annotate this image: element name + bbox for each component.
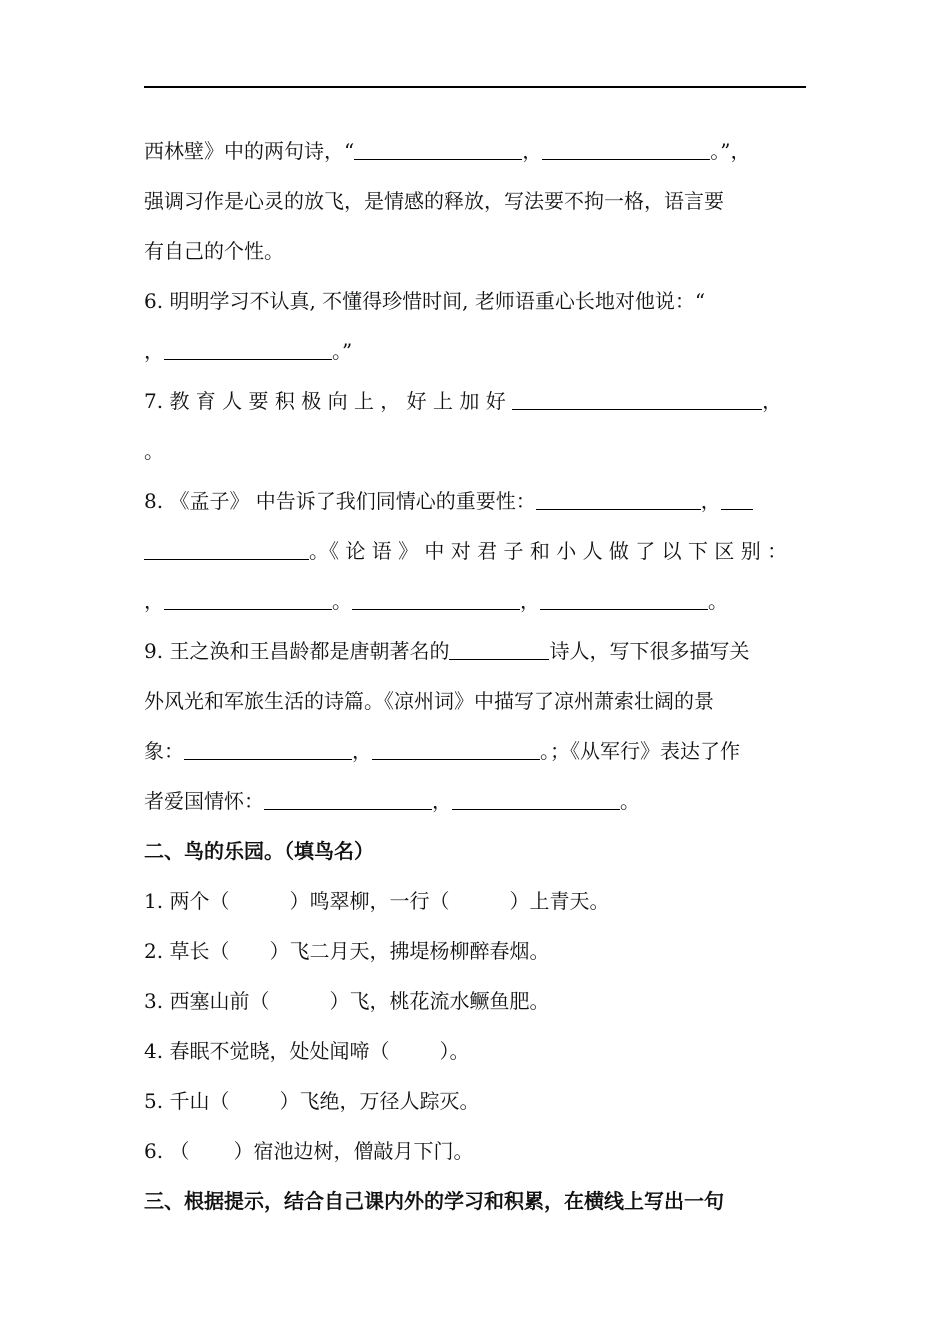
text-segment: ， [144,589,164,613]
text-segment: ， [520,589,540,613]
text-segment: ， [432,789,452,813]
text-segment: 。”， [710,139,751,163]
answer-blank[interactable] [540,589,708,610]
bird-question-4 [144,1026,806,1076]
answer-blank[interactable] [352,589,520,610]
question-7-line [144,376,806,426]
text-segment: ， [352,739,372,763]
question-8-line [144,476,806,526]
answer-blank[interactable] [542,139,710,160]
worksheet-page [144,126,806,1226]
text-segment: 2. 草长（ [144,939,230,963]
text-segment: 诗人，写下很多描写关 [549,639,750,663]
bird-question-5 [144,1076,806,1126]
text-segment: 3. 西塞山前（ [144,989,270,1013]
text-segment: 7. 教 育 人 要 积 极 向 上 ， 好 上 加 好 [144,389,506,413]
text-line-3: 有自己的个性。 [144,239,284,263]
text-segment: 9. 王之涣和王昌龄都是唐朝著名的 [144,639,450,663]
question-7-end-line: 。 [144,439,164,463]
text-segment: ）。 [439,1039,470,1063]
text-segment: 。” [332,339,353,363]
text-segment: 8. 《孟子》 中告诉了我们同情心的重要性： [144,489,536,513]
answer-blank[interactable] [536,489,701,510]
question-9-line-2: 外风光和军旅生活的诗篇。《凉州词》中描写了凉州萧索壮阔的景 [144,689,714,713]
question-6-answer-line [144,326,806,376]
answer-blank[interactable] [184,739,352,760]
text-segment: 6. （ [144,1139,190,1163]
question-8-line-3 [144,576,806,626]
text-segment: 1. 两个（ [144,889,230,913]
answer-blank[interactable] [144,539,309,560]
question-9-line [144,626,806,676]
answer-blank[interactable] [449,639,549,660]
question-9-line-3 [144,726,806,776]
section-2-heading: 二、鸟的乐园。（填鸟名） [144,839,374,863]
text-segment: ， [762,389,783,413]
answer-blank[interactable] [512,389,762,410]
text-line-1 [144,126,806,176]
header-rule [144,86,806,88]
bird-question-2 [144,926,806,976]
answer-blank[interactable] [721,489,753,510]
answer-blank[interactable] [354,139,522,160]
text-segment: ， [144,339,164,363]
section-3-heading: 三、根据提示，结合自己课内外的学习和积累，在横线上写出一句 [144,1189,724,1213]
text-segment: ， [700,489,721,513]
text-segment: 象： [144,739,184,763]
text-segment: ）鸣翠柳，一行（ [289,889,450,913]
text-segment: 。 [708,589,728,613]
bird-question-6 [144,1126,806,1176]
text-segment: 者爱国情怀： [144,789,264,813]
text-segment: 西林壁》中的两句诗，“ [144,139,355,163]
answer-blank[interactable] [164,589,332,610]
text-segment: ）上青天。 [509,889,610,913]
text-segment: 。；《从军行》表达了作 [540,739,740,763]
answer-blank[interactable] [164,339,332,360]
text-segment: 。 [332,589,352,613]
text-segment: ）宿池边树，僧敲月下门。 [233,1139,474,1163]
question-9-line-4 [144,776,806,826]
text-segment: 。 [620,789,640,813]
text-line-2: 强调习作是心灵的放飞，是情感的释放，写法要不拘一格，语言要 [144,189,724,213]
answer-blank[interactable] [372,739,540,760]
text-segment: ， [522,139,543,163]
text-segment: 5. 千山（ [144,1089,230,1113]
text-segment: ）飞绝，万径人踪灭。 [279,1089,480,1113]
question-6-line: 6. 明明学习不认真, 不懂得珍惜时间, 老师语重心长地对他说：“ [144,289,706,313]
question-8-line-2 [144,526,806,576]
answer-blank[interactable] [452,789,620,810]
text-segment: ）飞，桃花流水鳜鱼肥。 [329,989,550,1013]
bird-question-3 [144,976,806,1026]
answer-blank[interactable] [264,789,432,810]
text-segment: 4. 春眠不觉晓，处处闻啼（ [144,1039,390,1063]
text-segment: 。《 论 语 》 中 对 君 子 和 小 人 做 了 以 下 区 别 ： [309,539,788,563]
bird-question-1 [144,876,806,926]
text-segment: ）飞二月天，拂堤杨柳醉春烟。 [269,939,550,963]
